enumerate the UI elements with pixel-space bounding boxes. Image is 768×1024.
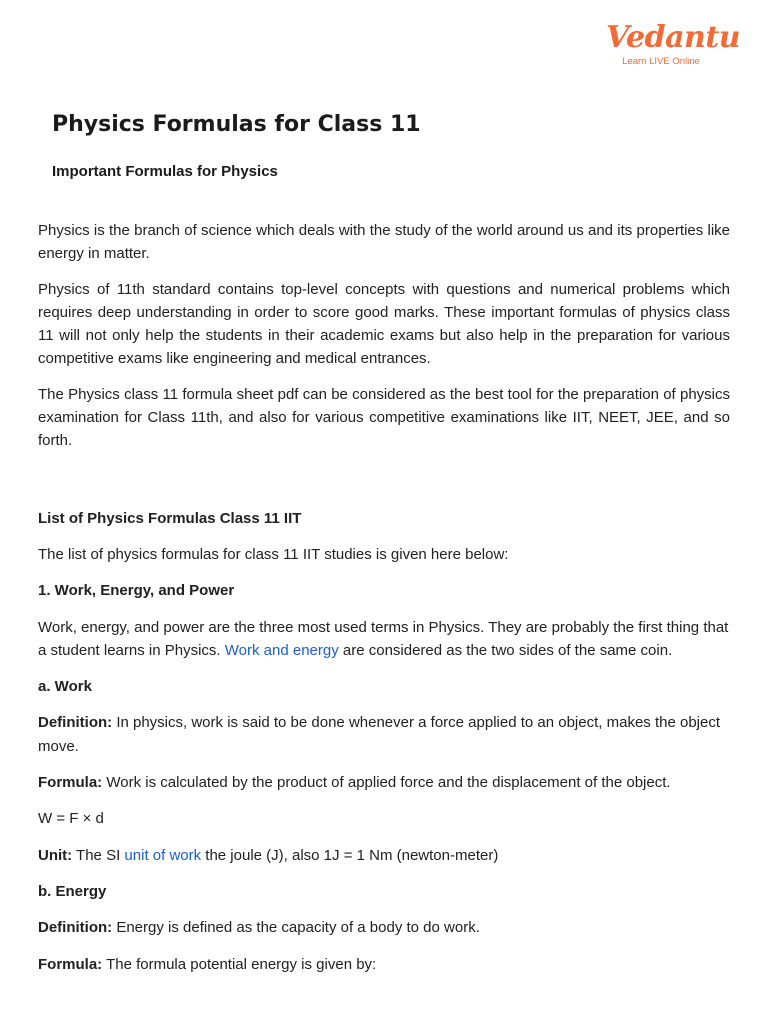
- intro-paragraph-2: Physics of 11th standard contains top-level concepts with questions and numerical problems which requires deep understanding in order to score good marks. These important formulas of physics class 11 will not only help the students in their academic exams but also help in the preparation for various competitive exams like engineering and medical entrances.: [38, 280, 730, 368]
- work-and-energy-link[interactable]: Work and energy: [224, 641, 339, 659]
- energy-formula: [38, 953, 730, 976]
- work-definition: [38, 711, 730, 758]
- work-equation: W = F × d: [38, 810, 104, 828]
- energy-definition: [38, 916, 730, 939]
- article-body: [38, 219, 730, 976]
- topic-text-before: Work, energy, and power are the three most used terms in Physics. They are probably the first thing that a student learns in Physics.: [38, 618, 729, 659]
- energy-formula-text: The formula potential energy is given by:: [102, 955, 377, 973]
- work-unit: [38, 844, 730, 867]
- energy-heading: b. Energy: [38, 882, 107, 900]
- work-unit-after: the joule (J), also 1J = 1 Nm (newton-meter): [201, 846, 499, 864]
- energy-definition-label: Definition:: [38, 919, 113, 937]
- work-definition-label: Definition:: [38, 714, 113, 732]
- topic-paragraph: [38, 616, 730, 663]
- vedantu-logo[interactable]: [606, 20, 741, 67]
- work-unit-before: The SI: [72, 846, 125, 864]
- work-formula: [38, 771, 730, 794]
- work-formula-text: Work is calculated by the product of applied force and the displacement of the object.: [102, 774, 671, 792]
- work-formula-label: Formula:: [38, 774, 103, 792]
- logo-wordmark: Vedantu: [606, 20, 741, 55]
- section-heading: List of Physics Formulas Class 11 IIT: [38, 509, 302, 527]
- section-lead: The list of physics formulas for class 11 IIT studies is given here below:: [38, 545, 509, 563]
- logo-tagline: Learn LIVE Online: [622, 56, 700, 67]
- page-subtitle: Important Formulas for Physics: [52, 163, 278, 180]
- topic-text-after: are considered as the two sides of the same coin.: [338, 641, 673, 659]
- intro-paragraph-1: Physics is the branch of science which deals with the study of the world around us and its properties like energy in matter.: [38, 222, 730, 263]
- work-heading: a. Work: [38, 678, 92, 696]
- work-definition-text: In physics, work is said to be done whenever a force applied to an object, makes the object move.: [38, 714, 721, 755]
- topic-heading: 1. Work, Energy, and Power: [38, 582, 235, 600]
- page-title: Physics Formulas for Class 11: [52, 112, 421, 137]
- energy-formula-label: Formula:: [38, 955, 103, 973]
- energy-definition-text: Energy is defined as the capacity of a body to do work.: [112, 919, 480, 937]
- work-unit-label: Unit:: [38, 846, 73, 864]
- intro-paragraph-3: The Physics class 11 formula sheet pdf can be considered as the best tool for the preparation of physics examination for Class 11th, and also for various competitive examinations like IIT, NEET, JEE, and so forth.: [38, 385, 730, 450]
- unit-of-work-link[interactable]: unit of work: [124, 846, 202, 864]
